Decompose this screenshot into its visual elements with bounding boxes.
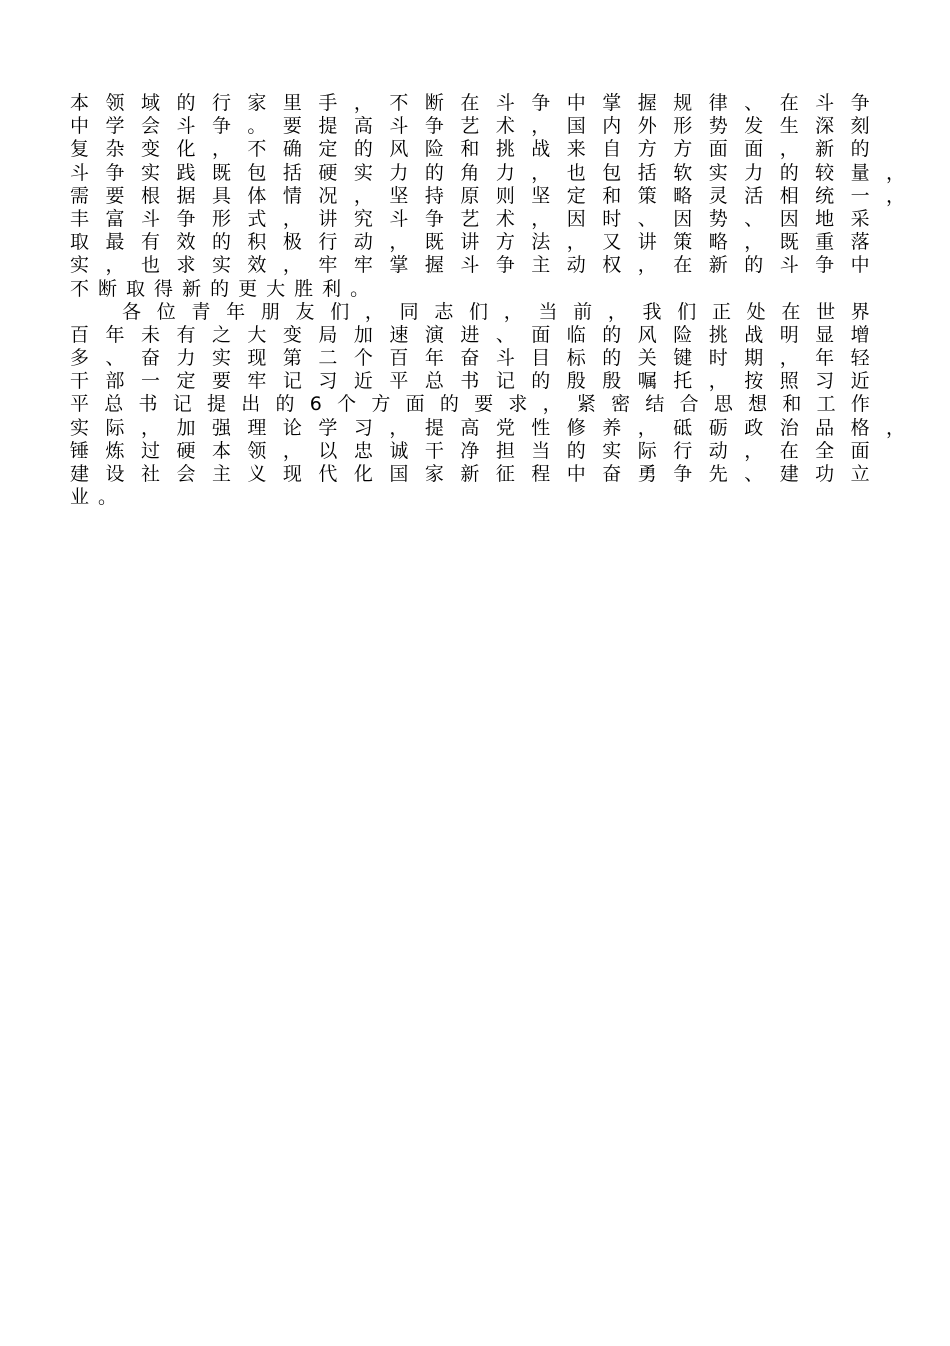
text-line: 实 ， 也 求 实 效 ， 牢 牢 掌 握 斗 争 主 动 权 ， 在 新 的 斗 争 中 (70, 254, 870, 277)
text-line: 需 要 根 据 具 体 情 况 ， 坚 持 原 则 坚 定 和 策 略 灵 活 相 统 一 ， (70, 184, 906, 207)
text-line: 本 领 域 的 行 家 里 手 ， 不 断 在 斗 争 中 掌 握 规 律 、 在 斗 争 (70, 92, 870, 114)
text-line: 中 学 会 斗 争 。 要 提 高 斗 争 艺 术 ， 国 内 外 形 势 发 生 深 刻 (70, 115, 870, 138)
text-line: 不 断 取 得 新 的 更 大 胜 利 。 (70, 277, 370, 300)
text-line: 斗 争 实 践 既 包 括 硬 实 力 的 角 力 ， 也 包 括 软 实 力 的 较 量 ， (70, 161, 906, 184)
text-line: 平 总 书 记 提 出 的 6 个 方 面 的 要 求 ， 紧 密 结 合 思 想 和 工 作 (70, 393, 870, 416)
text-line: 实 际 ， 加 强 理 论 学 习 ， 提 高 党 性 修 养 ， 砥 砺 政 治 品 格 ， (70, 416, 906, 439)
text-line: 锤 炼 过 硬 本 领 ， 以 忠 诚 干 净 担 当 的 实 际 行 动 ， 在 全 面 (70, 439, 870, 462)
text-line: 干 部 一 定 要 牢 记 习 近 平 总 书 记 的 殷 殷 嘱 托 ， 按 照 习 近 (70, 370, 870, 393)
text-line: 建 设 社 会 主 义 现 代 化 国 家 新 征 程 中 奋 勇 争 先 、 建 功 立 (70, 463, 870, 485)
text-line: 复 杂 变 化 ， 不 确 定 的 风 险 和 挑 战 来 自 方 方 面 面 ， 新 的 (70, 138, 870, 161)
text-line: 各 位 青 年 朋 友 们 ， 同 志 们 ， 当 前 ， 我 们 正 处 在 世 界 (122, 300, 870, 323)
text-line: 业 。 (70, 486, 118, 509)
text-line: 多 、 奋 力 实 现 第 二 个 百 年 奋 斗 目 标 的 关 键 时 期 ， 年 轻 (70, 347, 870, 370)
text-line: 丰 富 斗 争 形 式 ， 讲 究 斗 争 艺 术 ， 因 时 、 因 势 、 因 地 采 (70, 207, 870, 230)
document-body (70, 92, 906, 509)
text-line: 取 最 有 效 的 积 极 行 动 ， 既 讲 方 法 ， 又 讲 策 略 ， 既 重 落 (70, 231, 870, 254)
text-line: 百 年 未 有 之 大 变 局 加 速 演 进 、 面 临 的 风 险 挑 战 明 显 增 (70, 323, 870, 346)
